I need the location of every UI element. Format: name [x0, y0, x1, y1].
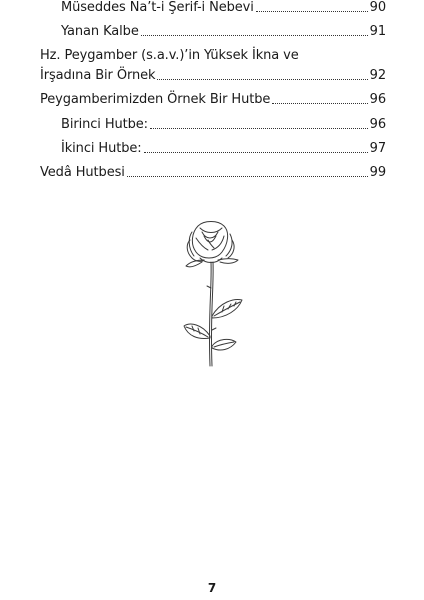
toc-entry[interactable]: [61, 24, 386, 40]
toc-entry[interactable]: [40, 48, 386, 84]
dot-leader: [141, 34, 368, 36]
dot-leader: [272, 102, 367, 104]
toc-entry-page: 91: [369, 24, 386, 39]
toc-entry-title-line2: İrşadına Bir Örnek: [40, 68, 156, 83]
toc-entry-page: 90: [369, 0, 386, 15]
dot-leader: [127, 175, 368, 177]
toc-entry[interactable]: [40, 165, 386, 181]
toc-entry[interactable]: [61, 0, 386, 16]
toc-entry-page: 92: [369, 68, 386, 83]
toc-entry-page: 96: [369, 117, 386, 132]
dot-leader: [157, 78, 367, 80]
toc-entry[interactable]: [61, 141, 386, 157]
toc-entry-title: Yanan Kalbe: [61, 24, 139, 39]
toc-entry-title: Vedâ Hutbesi: [40, 165, 125, 180]
toc-entry[interactable]: [40, 92, 386, 108]
toc-entry-page: 99: [369, 165, 386, 180]
rose-illustration-icon: [178, 218, 246, 368]
toc-entry-page: 96: [369, 92, 386, 107]
toc-entry-title: Müseddes Na’t-i Şerif-i Nebevi: [61, 0, 254, 15]
dot-leader: [150, 127, 368, 129]
toc-entry-title: Peygamberimizden Örnek Bir Hutbe: [40, 92, 271, 107]
page-number: 7: [207, 581, 217, 595]
dot-leader: [256, 10, 368, 12]
toc-entry-title: İkinci Hutbe:: [61, 141, 142, 156]
toc-entry[interactable]: [61, 117, 386, 133]
toc-entry-title-line1: Hz. Peygamber (s.a.v.)’in Yüksek İkna ve: [40, 48, 299, 63]
toc-entry-page: 97: [369, 141, 386, 156]
dot-leader: [144, 151, 368, 153]
toc-entry-title: Birinci Hutbe:: [61, 117, 148, 132]
